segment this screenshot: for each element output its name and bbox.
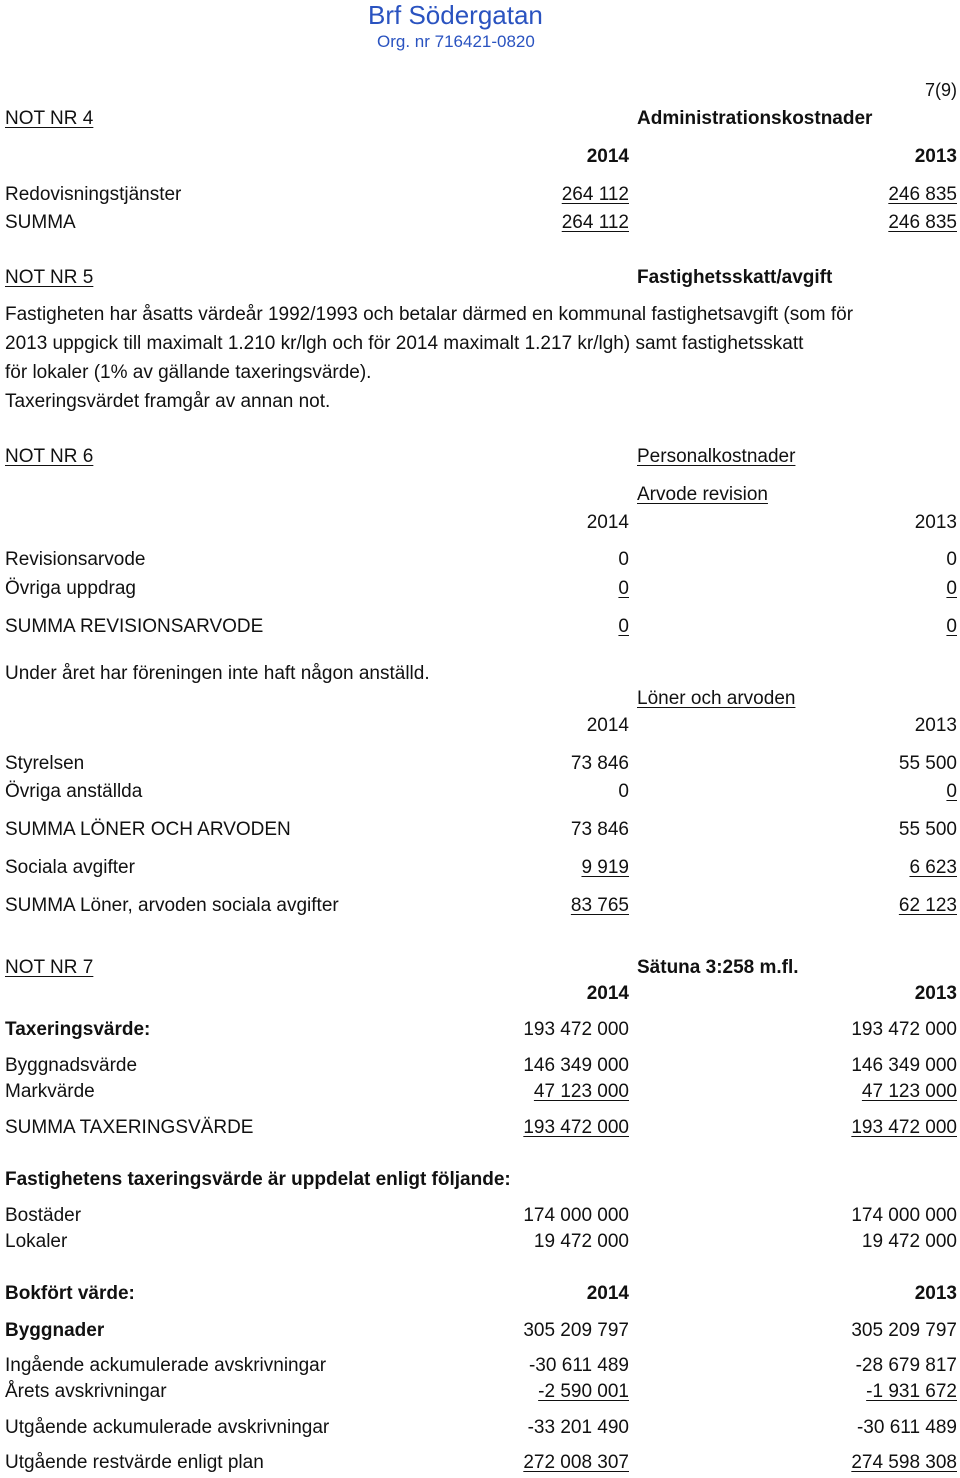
premises-2014: 19 472 000 xyxy=(533,1231,629,1252)
premises-2013: 19 472 000 xyxy=(861,1231,957,1252)
note-6-title: Personalkostnader xyxy=(637,446,796,467)
note-6-year-2014: 2014 xyxy=(586,512,629,533)
note-7-label: NOT NR 7 xyxy=(5,957,94,978)
year-depreciation-label: Årets avskrivningar xyxy=(5,1381,167,1402)
buildings-label: Byggnader xyxy=(5,1320,105,1341)
residential-2014: 174 000 000 xyxy=(523,1205,629,1226)
other-employees-label: Övriga anställda xyxy=(5,781,143,802)
note-6-sub-salaries: Löner och arvoden xyxy=(637,688,796,709)
social-fees-2013: 6 623 xyxy=(909,857,957,878)
note-4-row-2014: 264 112 xyxy=(561,184,629,205)
salary-total-2013: 62 123 xyxy=(898,895,957,916)
audit-fee-2014: 0 xyxy=(618,549,629,570)
other-assignments-2014: 0 xyxy=(618,578,629,599)
note-4-year-2013: 2013 xyxy=(914,146,957,167)
audit-fee-label: Revisionsarvode xyxy=(5,549,146,570)
closing-depreciation-2013: -30 611 489 xyxy=(856,1417,957,1438)
salary-sum-2014: 73 846 xyxy=(570,819,629,840)
note-6-year-2013-b: 2013 xyxy=(914,715,957,736)
residual-value-2013: 274 598 308 xyxy=(851,1452,957,1473)
note-4-row-label: Redovisningstjänster xyxy=(5,184,182,205)
tax-value-2013: 193 472 000 xyxy=(851,1019,957,1040)
note-7-year-2014: 2014 xyxy=(586,983,629,1004)
residual-value-label: Utgående restvärde enligt plan xyxy=(5,1452,264,1473)
other-employees-2014: 0 xyxy=(618,781,629,802)
note-4-sum-2014: 264 112 xyxy=(561,212,629,233)
closing-depreciation-label: Utgående ackumulerade avskrivningar xyxy=(5,1417,330,1438)
note-4-label: NOT NR 4 xyxy=(5,108,94,129)
note-5-label: NOT NR 5 xyxy=(5,267,94,288)
note-4-year-2014: 2014 xyxy=(586,146,629,167)
audit-sum-2014: 0 xyxy=(618,616,629,637)
board-2014: 73 846 xyxy=(570,753,629,774)
salary-sum-label: SUMMA LÖNER OCH ARVODEN xyxy=(5,819,291,840)
residential-2013: 174 000 000 xyxy=(851,1205,957,1226)
book-year-2013: 2013 xyxy=(914,1283,957,1304)
board-2013: 55 500 xyxy=(898,753,957,774)
other-employees-2013: 0 xyxy=(946,781,957,802)
note-6-year-2014-b: 2014 xyxy=(586,715,629,736)
page-number: 7(9) xyxy=(924,80,957,100)
note-5-text xyxy=(5,300,935,416)
tax-sum-2014: 193 472 000 xyxy=(523,1117,629,1138)
note-6-sub-audit: Arvode revision xyxy=(637,484,768,505)
opening-depreciation-2014: -30 611 489 xyxy=(528,1355,629,1376)
premises-label: Lokaler xyxy=(5,1231,68,1252)
book-year-2014: 2014 xyxy=(586,1283,629,1304)
salary-sum-2013: 55 500 xyxy=(898,819,957,840)
residual-value-2014: 272 008 307 xyxy=(523,1452,629,1473)
opening-depreciation-label: Ingående ackumulerade avskrivningar xyxy=(5,1355,327,1376)
split-heading: Fastighetens taxeringsvärde är uppdelat enligt följande: xyxy=(5,1169,511,1190)
social-fees-2014: 9 919 xyxy=(581,857,629,878)
note-5-line: Fastigheten har åsatts värdeår 1992/1993 och betalar därmed en kommunal fastighetsavgift (som för xyxy=(5,304,854,325)
closing-depreciation-2014: -33 201 490 xyxy=(527,1417,629,1438)
book-value-label: Bokfört värde: xyxy=(5,1283,135,1304)
tax-sum-2013: 193 472 000 xyxy=(851,1117,957,1138)
buildings-2013: 305 209 797 xyxy=(851,1320,957,1341)
building-value-label: Byggnadsvärde xyxy=(5,1055,138,1076)
building-value-2014: 146 349 000 xyxy=(523,1055,629,1076)
year-depreciation-2013: -1 931 672 xyxy=(866,1381,957,1402)
social-fees-label: Sociala avgifter xyxy=(5,857,135,878)
audit-sum-2013: 0 xyxy=(946,616,957,637)
note-7-year-2013: 2013 xyxy=(914,983,957,1004)
board-label: Styrelsen xyxy=(5,753,85,774)
note-5-line: för lokaler (1% av gällande taxeringsvärde). xyxy=(5,362,372,383)
note-6-label: NOT NR 6 xyxy=(5,446,94,467)
salary-total-label: SUMMA Löner, arvoden sociala avgifter xyxy=(5,895,339,916)
tax-sum-label: SUMMA TAXERINGSVÄRDE xyxy=(5,1117,254,1138)
land-value-2013: 47 123 000 xyxy=(861,1081,957,1102)
land-value-label: Markvärde xyxy=(5,1081,95,1102)
building-value-2013: 146 349 000 xyxy=(851,1055,957,1076)
other-assignments-label: Övriga uppdrag xyxy=(5,578,136,599)
organization-name: Brf Södergatan xyxy=(368,0,543,30)
note-7-title: Sätuna 3:258 m.fl. xyxy=(637,957,799,978)
other-assignments-2013: 0 xyxy=(946,578,957,599)
opening-depreciation-2013: -28 679 817 xyxy=(855,1355,957,1376)
note-4-row-2013: 246 835 xyxy=(888,184,957,205)
no-employees-text: Under året har föreningen inte haft någon anställd. xyxy=(5,663,430,684)
organization-number: Org. nr 716421-0820 xyxy=(377,32,535,51)
note-4-sum-2013: 246 835 xyxy=(888,212,957,233)
audit-fee-2013: 0 xyxy=(946,549,957,570)
tax-value-label: Taxeringsvärde: xyxy=(5,1019,151,1040)
note-5-line: Taxeringsvärdet framgår av annan not. xyxy=(5,391,331,412)
note-4-sum-label: SUMMA xyxy=(5,212,76,233)
salary-total-2014: 83 765 xyxy=(570,895,629,916)
buildings-2014: 305 209 797 xyxy=(523,1320,629,1341)
note-6-year-2013: 2013 xyxy=(914,512,957,533)
note-5-title: Fastighetsskatt/avgift xyxy=(637,267,833,288)
year-depreciation-2014: -2 590 001 xyxy=(538,1381,629,1402)
residential-label: Bostäder xyxy=(5,1205,82,1226)
land-value-2014: 47 123 000 xyxy=(533,1081,629,1102)
audit-sum-label: SUMMA REVISIONSARVODE xyxy=(5,616,264,637)
tax-value-2014: 193 472 000 xyxy=(523,1019,629,1040)
note-4-title: Administrationskostnader xyxy=(637,108,873,129)
note-5-line: 2013 uppgick till maximalt 1.210 kr/lgh och för 2014 maximalt 1.217 kr/lgh) samt fastighetsskatt xyxy=(5,333,804,354)
